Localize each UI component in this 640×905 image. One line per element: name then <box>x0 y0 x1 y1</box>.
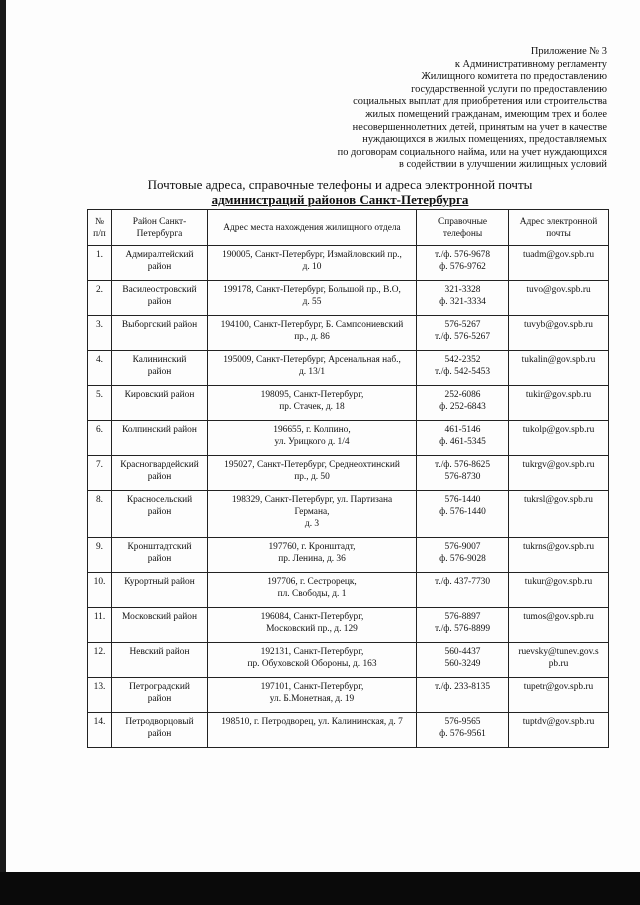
row-address: 196084, Санкт-Петербург, Московский пр., д. 129 <box>208 608 417 643</box>
row-address: 198510, г. Петродворец, ул. Калининская, д. 7 <box>208 713 417 748</box>
header-phones: Справочные телефоны <box>417 210 509 246</box>
row-num: 13. <box>88 678 112 713</box>
row-num: 7. <box>88 456 112 491</box>
table-row <box>88 456 609 491</box>
heading-line-2: администраций районов Санкт-Петербурга <box>211 192 469 207</box>
row-address: 198329, Санкт-Петербург, ул. Партизана Германа, д. 3 <box>208 491 417 538</box>
row-num: 1. <box>88 246 112 281</box>
scan-bottom-bar <box>0 872 640 905</box>
row-email: ruevsky@tunev.gov.s pb.ru <box>509 643 609 678</box>
row-phones: 576-8897 т./ф. 576-8899 <box>417 608 509 643</box>
row-address: 198095, Санкт-Петербург, пр. Стачек, д. 18 <box>208 386 417 421</box>
header-email: Адрес электронной почты <box>509 210 609 246</box>
row-district: Курортный район <box>112 573 208 608</box>
row-phones: 560-4437 560-3249 <box>417 643 509 678</box>
table-row <box>88 643 609 678</box>
table-row <box>88 316 609 351</box>
scan-left-edge <box>0 0 6 905</box>
row-phones: 542-2352 т./ф. 542-5453 <box>417 351 509 386</box>
row-email: tukolp@gov.spb.ru <box>509 421 609 456</box>
row-email: tukur@gov.spb.ru <box>509 573 609 608</box>
row-phones: т./ф. 576-8625 576-8730 <box>417 456 509 491</box>
row-district: Кировский район <box>112 386 208 421</box>
row-address: 195027, Санкт-Петербург, Среднеохтинский пр., д. 50 <box>208 456 417 491</box>
table-row <box>88 386 609 421</box>
appendix-line: по договорам социального найма, или на учет нуждающихся <box>337 146 607 158</box>
appendix-line: социальных выплат для приобретения или строительства <box>353 96 607 108</box>
row-num: 5. <box>88 386 112 421</box>
row-num: 11. <box>88 608 112 643</box>
table-row <box>88 281 609 316</box>
row-district: Красносельский район <box>112 491 208 538</box>
row-district: Кронштадтский район <box>112 538 208 573</box>
row-phones: т./ф. 437-7730 <box>417 573 509 608</box>
appendix-line: Жилищного комитета по предоставлению <box>421 71 607 83</box>
row-phones: 321-3328 ф. 321-3334 <box>417 281 509 316</box>
table-row <box>88 713 609 748</box>
row-num: 2. <box>88 281 112 316</box>
appendix-line: к Административному регламенту <box>454 58 607 70</box>
row-address: 190005, Санкт-Петербург, Измайловский пр., д. 10 <box>208 246 417 281</box>
row-email: tukrns@gov.spb.ru <box>509 538 609 573</box>
table-row <box>88 538 609 573</box>
row-address: 196655, г. Колпино, ул. Урицкого д. 1/4 <box>208 421 417 456</box>
row-district: Петродворцовый район <box>112 713 208 748</box>
row-phones: 252-6086 ф. 252-6843 <box>417 386 509 421</box>
row-district: Адмиралтейский район <box>112 246 208 281</box>
row-phones: т./ф. 576-9678 ф. 576-9762 <box>417 246 509 281</box>
row-address: 194100, Санкт-Петербург, Б. Сампсониевский пр., д. 86 <box>208 316 417 351</box>
row-num: 14. <box>88 713 112 748</box>
row-num: 9. <box>88 538 112 573</box>
row-phones: т./ф. 233-8135 <box>417 678 509 713</box>
row-num: 3. <box>88 316 112 351</box>
row-num: 12. <box>88 643 112 678</box>
row-phones: 576-9565 ф. 576-9561 <box>417 713 509 748</box>
row-num: 10. <box>88 573 112 608</box>
appendix-note <box>287 46 607 172</box>
row-email: tukir@gov.spb.ru <box>509 386 609 421</box>
row-email: tuptdv@gov.spb.ru <box>509 713 609 748</box>
row-email: tupetr@gov.spb.ru <box>509 678 609 713</box>
appendix-line: жилых помещений гражданам, имеющим трех и более <box>365 108 607 120</box>
row-address: 199178, Санкт-Петербург, Большой пр., В.О, д. 55 <box>208 281 417 316</box>
row-district: Московский район <box>112 608 208 643</box>
row-district: Выборгский район <box>112 316 208 351</box>
table-header-row <box>88 210 609 246</box>
header-address: Адрес места нахождения жилищного отдела <box>208 210 417 246</box>
appendix-line: нуждающихся в жилых помещениях, предоставляемых <box>362 134 607 146</box>
table-row <box>88 246 609 281</box>
document-heading <box>90 177 590 207</box>
appendix-line: несовершеннолетних детей, принятым на учет в качестве <box>352 121 607 133</box>
row-phones: 461-5146 ф. 461-5345 <box>417 421 509 456</box>
table-row <box>88 421 609 456</box>
row-district: Петроградский район <box>112 678 208 713</box>
row-email: tukalin@gov.spb.ru <box>509 351 609 386</box>
row-email: tumos@gov.spb.ru <box>509 608 609 643</box>
row-num: 4. <box>88 351 112 386</box>
table-row <box>88 608 609 643</box>
row-address: 195009, Санкт-Петербург, Арсенальная наб., д. 13/1 <box>208 351 417 386</box>
row-district: Василеостровский район <box>112 281 208 316</box>
appendix-line: государственной услуги по предоставлению <box>411 83 607 95</box>
table-row <box>88 351 609 386</box>
row-address: 197706, г. Сестрорецк, пл. Свободы, д. 1 <box>208 573 417 608</box>
row-num: 6. <box>88 421 112 456</box>
row-phones: 576-1440 ф. 576-1440 <box>417 491 509 538</box>
table-row <box>88 573 609 608</box>
row-email: tukrgv@gov.spb.ru <box>509 456 609 491</box>
table-row <box>88 678 609 713</box>
row-email: tuvo@gov.spb.ru <box>509 281 609 316</box>
appendix-line: Приложение № 3 <box>530 46 607 57</box>
row-phones: 576-5267 т./ф. 576-5267 <box>417 316 509 351</box>
header-district: Район Санкт- Петербурга <box>112 210 208 246</box>
row-district: Колпинский район <box>112 421 208 456</box>
table-row <box>88 491 609 538</box>
row-address: 197101, Санкт-Петербург, ул. Б.Монетная, д. 19 <box>208 678 417 713</box>
header-num: № п/п <box>88 210 112 246</box>
heading-line-1: Почтовые адреса, справочные телефоны и адреса электронной почты <box>147 177 533 192</box>
row-email: tukrsl@gov.spb.ru <box>509 491 609 538</box>
district-address-table <box>87 209 609 748</box>
row-district: Красногвардейский район <box>112 456 208 491</box>
appendix-line: в содействии в улучшении жилищных условий <box>398 159 607 171</box>
row-phones: 576-9007 ф. 576-9028 <box>417 538 509 573</box>
row-district: Калининский район <box>112 351 208 386</box>
row-address: 197760, г. Кронштадт, пр. Ленина, д. 36 <box>208 538 417 573</box>
row-district: Невский район <box>112 643 208 678</box>
row-address: 192131, Санкт-Петербург, пр. Обуховской Обороны, д. 163 <box>208 643 417 678</box>
row-email: tuvyb@gov.spb.ru <box>509 316 609 351</box>
row-email: tuadm@gov.spb.ru <box>509 246 609 281</box>
row-num: 8. <box>88 491 112 538</box>
